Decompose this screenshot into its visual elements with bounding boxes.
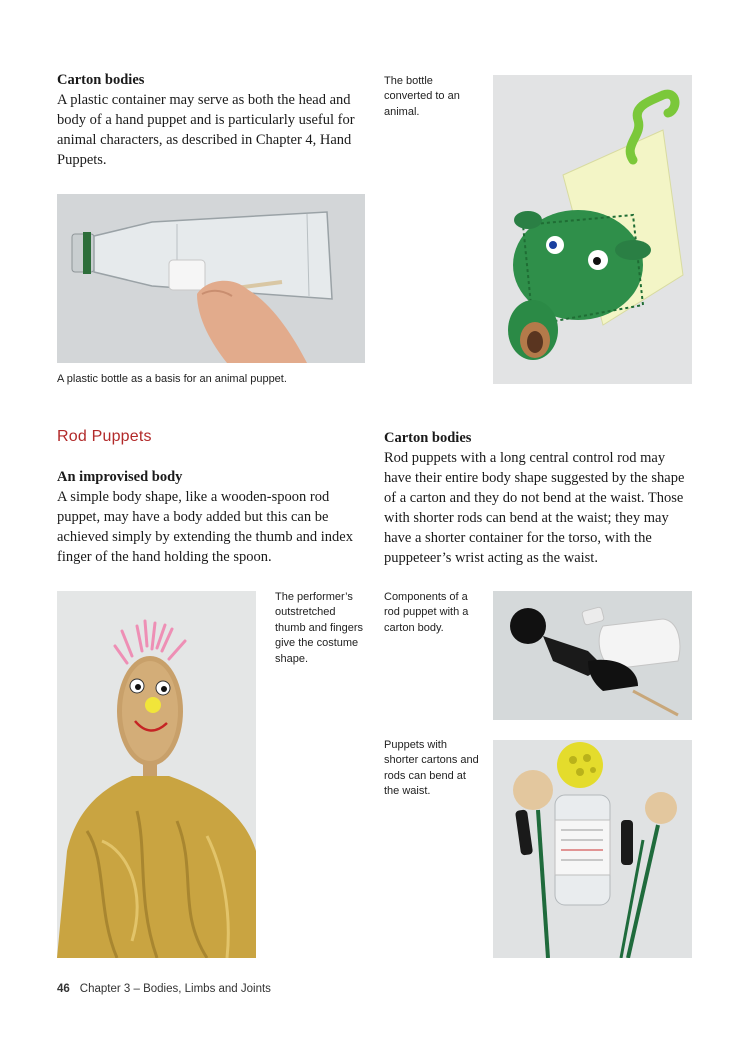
caption-plastic-bottle: A plastic bottle as a basis for an animal puppet.	[57, 373, 287, 385]
caption-performer: The performer’s outstretched thumb and fingers give the costume shape.	[275, 591, 364, 665]
improvised-body-section	[57, 467, 359, 567]
photo-bottle-animal	[493, 75, 692, 384]
paragraph-carton-rod: Rod puppets with a long central control rod may have their entire body shape suggested by the shape of a carton and they do not bend at the waist. Those with shorter rods can bend at the waist; they may have a shorter container for the torso, with the puppeteer’s wrist acting as the waist.	[384, 450, 685, 566]
section-title-rod-puppets: Rod Puppets	[57, 428, 152, 445]
subhead-improvised-body: An improvised body	[57, 469, 183, 485]
photo-plastic-bottle	[57, 194, 365, 363]
subhead-carton-bodies-rod: Carton bodies	[384, 430, 472, 446]
page-number: 46	[57, 983, 70, 995]
paragraph-carton-hand: A plastic container may serve as both the head and body of a hand puppet and is particularly useful for animal characters, as described in Chapter 4, Hand Puppets.	[57, 92, 355, 168]
photo-components	[493, 591, 692, 720]
caption-bottle-animal: The bottle converted to an animal.	[384, 75, 460, 118]
caption-shorter-cartons: Puppets with shorter cartons and rods can bend at the waist.	[384, 739, 479, 798]
carton-bodies-hand-section	[57, 70, 357, 170]
paragraph-improvised-body: A simple body shape, like a wooden-spoon rod puppet, may have a body added but this can be achieved simply by extending the thumb and index finger of the hand holding the spoon.	[57, 489, 353, 565]
photo-spoon-puppet	[57, 591, 256, 958]
photo-shorter-cartons	[493, 740, 692, 958]
subhead-carton-bodies: Carton bodies	[57, 72, 145, 88]
footer-chapter: Chapter 3 – Bodies, Limbs and Joints	[79, 983, 271, 995]
carton-bodies-rod-section	[384, 428, 696, 568]
caption-components: Components of a rod puppet with a carton body.	[384, 591, 469, 634]
page-footer	[57, 983, 271, 995]
